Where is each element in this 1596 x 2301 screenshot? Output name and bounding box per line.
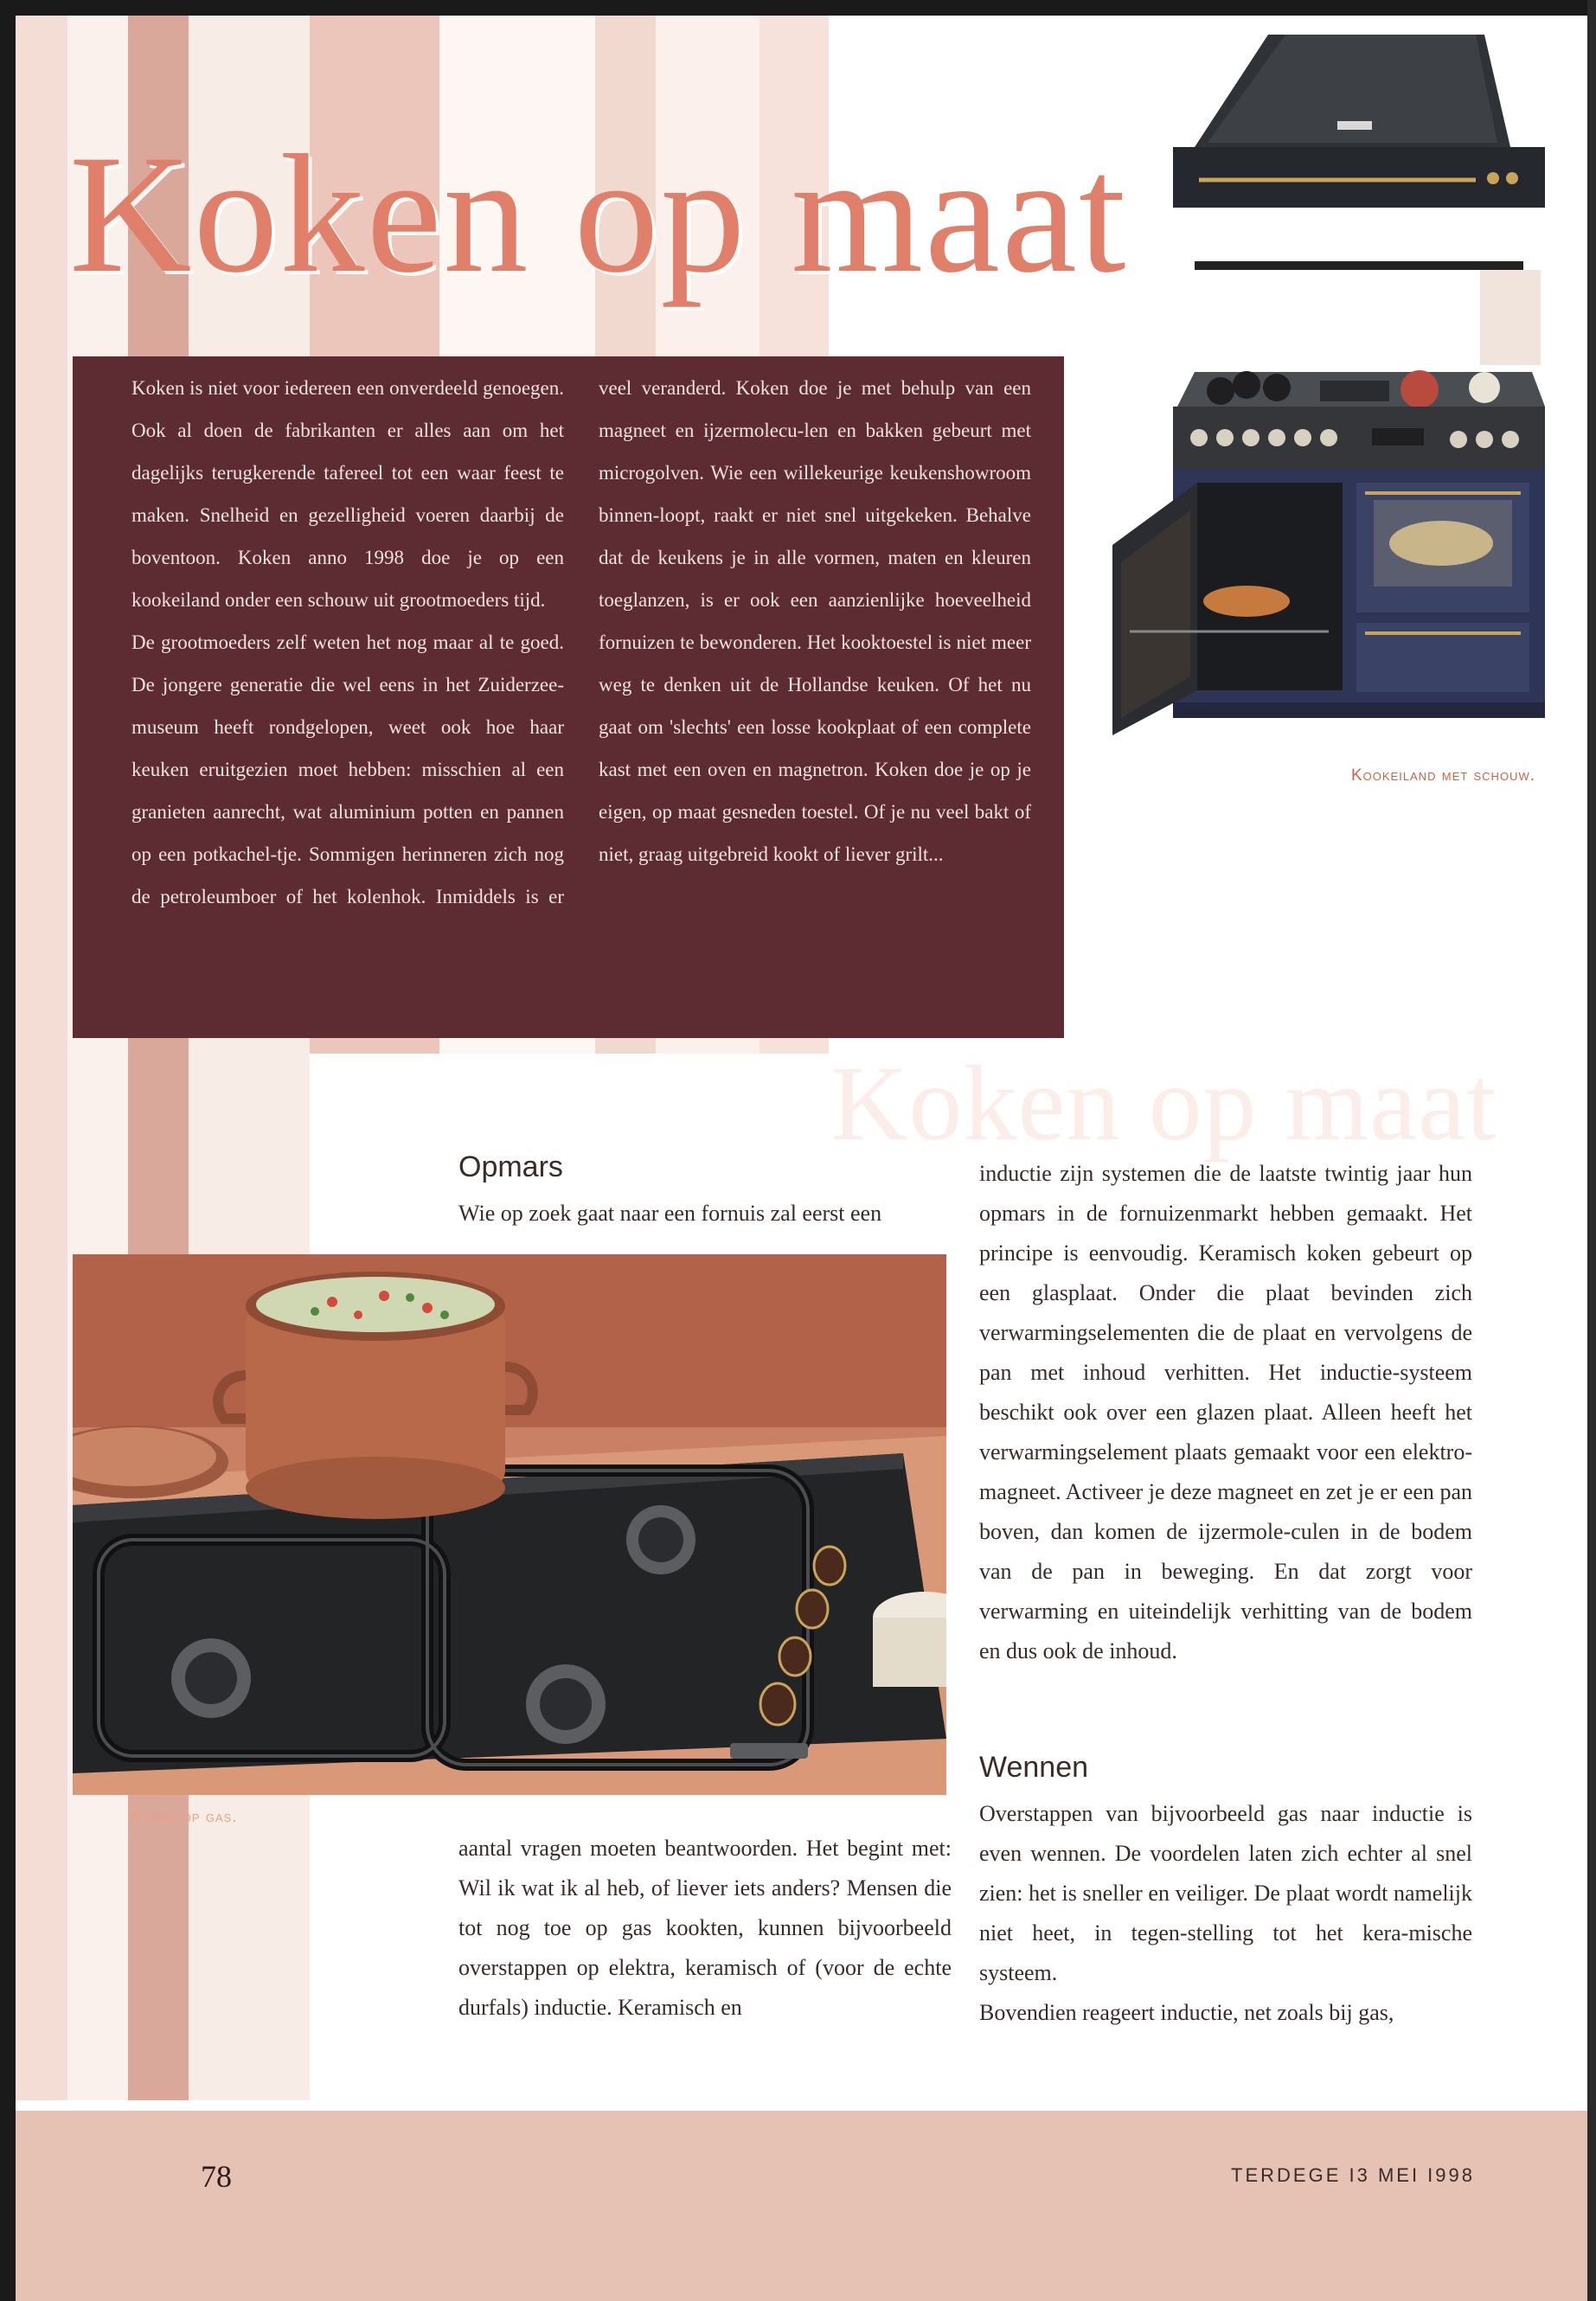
article-title: Koken op maat [69, 120, 1128, 308]
page-number: 78 [201, 2159, 232, 2194]
opmars-continued: aantal vragen moeten beantwoorden. Het begint met: Wil ik wat ik al heb, of liever iets anders? Mensen die tot nog toe op gas kookten, kunnen bijvoorbeeld overstappen op elektra, keramisch of (voor de echte durfals) inductie. Keramisch en [458, 1836, 952, 2020]
wennen-paragraph: Overstappen van bijvoorbeeld gas naar inductie is even wennen. De voordelen laten zich echter al snel zien: het is sneller en veiliger. De plaat wordt namelijk niet heet, in tegen-stelling tot het kera-mische systeem. [979, 1801, 1472, 1985]
background-stripe [16, 16, 67, 2100]
footer-band [16, 2111, 1587, 2301]
intro-paragraph: De grootmoeders zelf weten het nog maar al te goed. De jongere generatie die wel eens in het Zuiderzee-museum heeft rondgelopen, weet ook hoe haar keuken eruitgezien moet hebben: misschien al een granieten aanrecht, wat aluminium potten en pannen op een potkachel-tje. Sommigen herinneren zich nog de petroleumboer of het kolenhok. Inmiddels is er veel veranderd. Koken doe je met behulp van een magneet en ijzermolecu-len en bakken gebeurt met microgolven. Wie een willekeurige keukenshowroom binnen-loopt, raakt er niet snel uitgekeken. Behalve dat de keukens je in alle vormen, maten en kleuren toeglanzen, is er ook een aanzienlijke hoeveelheid fornuizen te bewonderen. Het kooktoestel is niet meer weg te denken uit de Hollandse keuken. Of het nu gaat om 'slechts' een losse kookplaat of een complete kast met een oven en magnetron. Koken doe je op je eigen, op maat gesneden toestel. Of je nu veel bakt of niet, graag uitgebreid kookt of liever grilt... [131, 377, 1031, 907]
scan-border-right [1587, 0, 1596, 2301]
range-cooker-photo [1112, 26, 1562, 744]
intro-paragraph: Koken is niet voor iedereen een onverdeeld genoegen. Ook al doen de fabrikanten er alles aan om het dagelijks terugkerende tafereel tot een waar feest te maken. Snelheid en gezelligheid voeren daarbij de boventoon. Koken anno 1998 doe je op een kookeiland onder een schouw uit grootmoeders tijd. [131, 377, 564, 611]
scan-border-left [0, 0, 16, 2301]
wennen-paragraph: Bovendien reageert inductie, net zoals bij gas, [979, 2000, 1394, 2025]
gas-hob-photo [73, 1254, 946, 1795]
publication-info: TERDEGE I3 MEI I998 [1231, 2164, 1475, 2186]
wennen-heading: Wennen [979, 1751, 1089, 1784]
title-watermark: Koken op maat [830, 1044, 1497, 1163]
hob-photo-caption: Koken op gas. [130, 1808, 238, 1826]
scan-border-top [0, 0, 1596, 16]
right-column-text: inductie zijn systemen die de laatste twintig jaar hun opmars in de fornuizenmarkt hebben gemaakt. Het principe is eenvoudig. Keramisch koken gebeurt op een glasplaat. Onder die plaat bevinden zich verwarmingselementen die de plaat en vervolgens de pan met inhoud verhitten. Het inductie-systeem beschikt ook over een glazen plaat. Alleen heeft het verwarmingselement plaats gemaakt voor een elektro-magneet. Activeer je deze magneet en zet je er een pan boven, dan komen de ijzermole-culen in de bodem van de pan in beweging. En dat zorgt voor verwarming en uiteindelijk verhitting van de bodem en dus ook de inhoud. [979, 1161, 1472, 1663]
opmars-heading: Opmars [458, 1150, 563, 1183]
intro-box [73, 356, 1064, 1038]
opmars-lead: Wie op zoek gaat naar een fornuis zal eerst een [458, 1201, 882, 1226]
stove-photo-caption: Kookeiland met schouw. [1350, 766, 1535, 785]
